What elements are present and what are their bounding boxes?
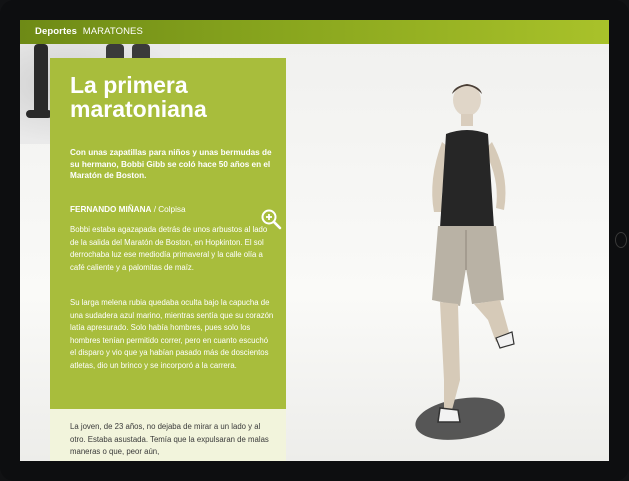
- article-byline: [70, 205, 280, 214]
- article-paragraph-1: Bobbi estaba agazapada detrás de unos arbustos al lado de la salida del Maratón de Boston, en Hopkinton. El sol derrochaba luz ese mediodía primaveral y la calle olía a café caliente y a palomitas de maíz.: [70, 225, 268, 272]
- article-paragraph-3: La joven, de 23 años, no dejaba de mirar a un lado y al otro. Estaba asustada. Temía que la expulsaran de malas maneras o que, peor aún,: [70, 422, 269, 456]
- home-button-icon[interactable]: [615, 232, 627, 248]
- article-lead: Con unas zapatillas para niños y unas bermudas de su hermano, Bobbi Gibb se coló hace 50 años en el Maratón de Boston.: [70, 148, 272, 180]
- section-name: Deportes: [35, 26, 77, 37]
- agency-name: / Colpisa: [153, 205, 186, 214]
- article-panel: [50, 58, 286, 409]
- article-continuation: [50, 409, 286, 461]
- article-paragraph-2: Su larga melena rubia quedaba oculta bajo la capucha de una sudadera azul marino, mientras sentía que su corazón latía apresurado. Solo había hombres, pues solo los hombres tenían permitido correr, pero en cuanto escuchó el disparo y vio que ya habían pasado más de doscientos atletas, dio un brinco y se incorporó a la carrera.: [70, 298, 274, 370]
- article-title: La primera maratoniana: [70, 72, 207, 122]
- app-screen: [20, 20, 609, 461]
- section-header-bar: [20, 20, 609, 44]
- section-breadcrumb[interactable]: [35, 26, 143, 37]
- subsection-name: MARATONES: [82, 26, 143, 37]
- runner-figure: [400, 80, 530, 450]
- author-name: FERNANDO MIÑANA: [70, 205, 152, 214]
